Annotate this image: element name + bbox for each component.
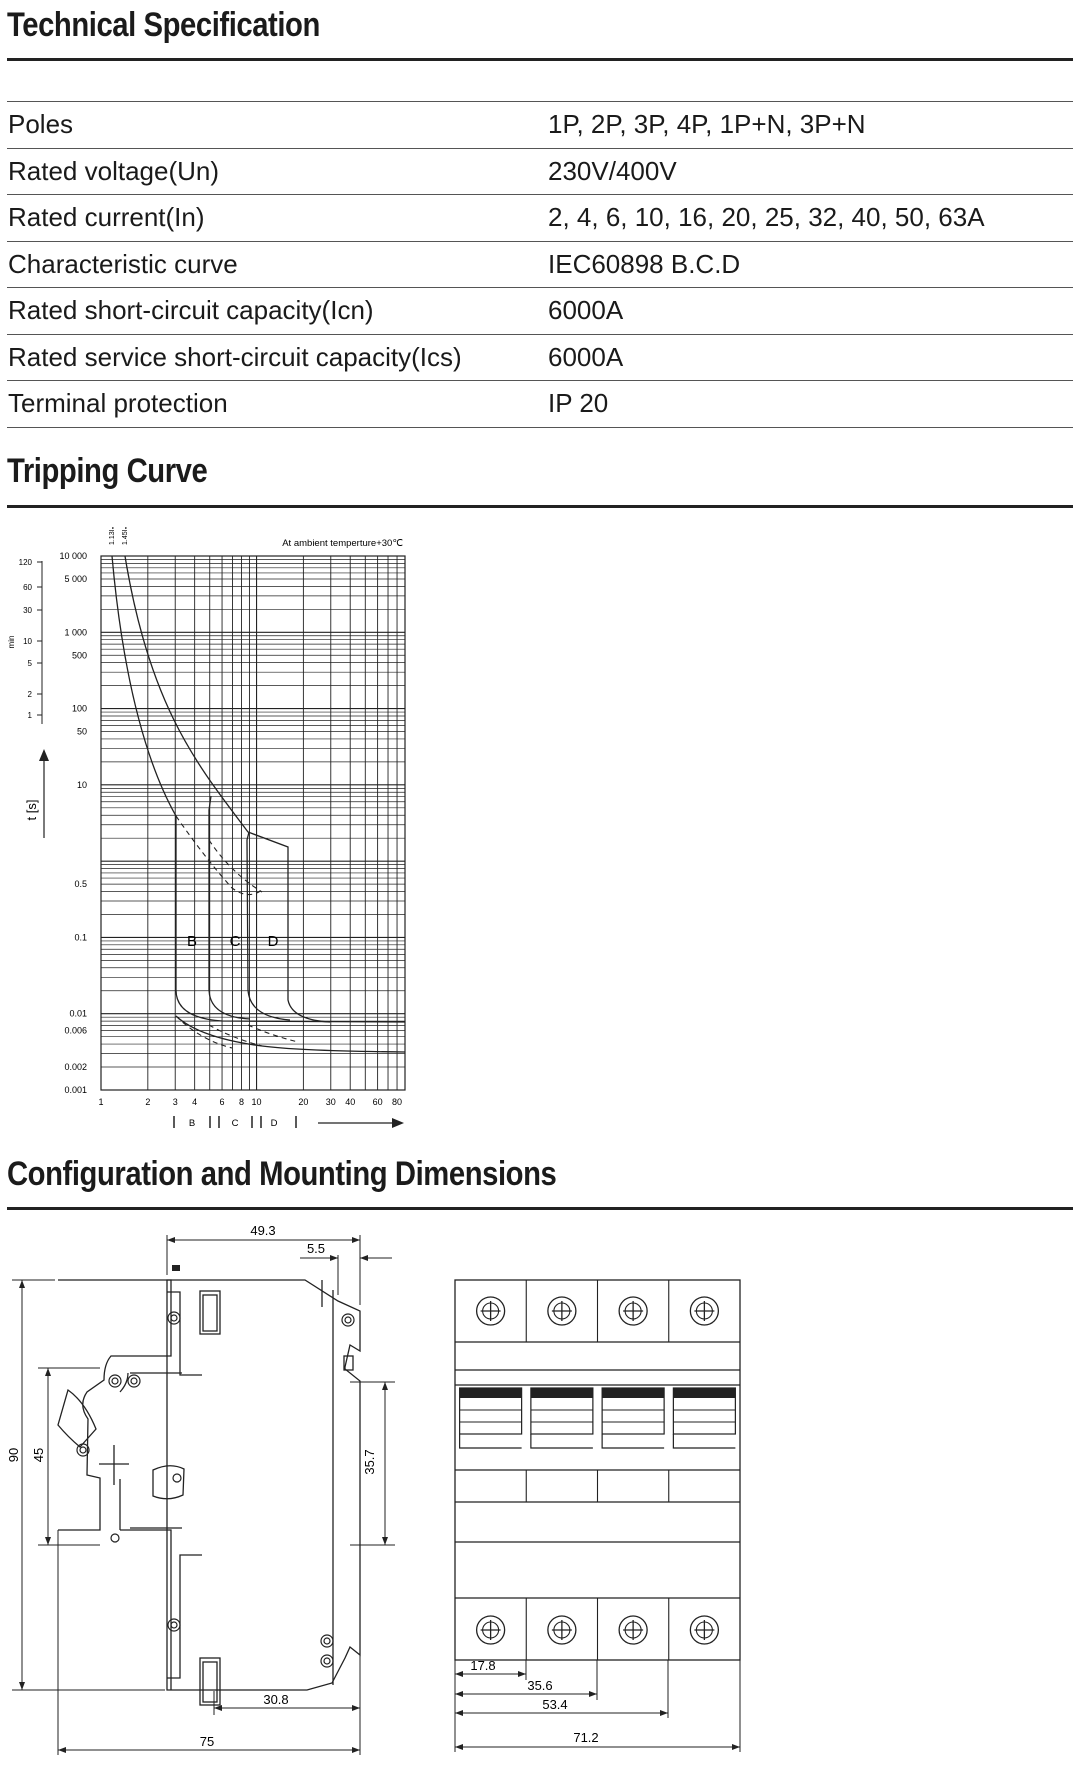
screw-cross	[623, 1620, 643, 1640]
curve-upper-main	[125, 556, 330, 1022]
pole-handle-top	[460, 1388, 522, 1398]
spec-label: Rated voltage(Un)	[7, 148, 548, 195]
spec-value: IP 20	[548, 381, 1073, 428]
spec-value: 2, 4, 6, 10, 16, 20, 25, 32, 40, 50, 63A	[548, 195, 1073, 242]
min-tick-label: 120	[18, 558, 32, 567]
screw-cross	[694, 1620, 714, 1640]
spec-row	[7, 195, 1073, 242]
pole-handle-base	[673, 1434, 735, 1448]
min-tick-label: 10	[23, 637, 32, 646]
curve-upper-c	[209, 796, 250, 1019]
dim-45: 45	[31, 1447, 46, 1463]
pole-handle-base	[531, 1434, 593, 1448]
sec-tick-label: 0.006	[64, 1025, 87, 1036]
side-top-tab	[172, 1265, 180, 1271]
x-tick-label: 40	[345, 1097, 356, 1107]
range-label-b: B	[188, 1118, 196, 1129]
screw-cross	[481, 1301, 501, 1321]
curve-upper-d	[247, 832, 290, 1020]
spec-label: Rated current(In)	[7, 195, 548, 242]
x-tick-label: 10	[251, 1097, 262, 1107]
spec-table	[7, 101, 1073, 428]
spec-label: Rated service short-circuit capacity(Ics)	[7, 334, 548, 381]
screw-cross	[623, 1301, 643, 1321]
side-din-clip	[58, 1280, 171, 1530]
side-knob	[153, 1466, 184, 1499]
marker-145: 1.45Iₙ	[122, 526, 129, 545]
curve-title-rule	[7, 505, 1073, 508]
pole-handle-base	[602, 1434, 664, 1448]
range-label-d: D	[270, 1118, 278, 1129]
dim-35-7: 35.7	[362, 1449, 377, 1475]
sec-ticks	[59, 551, 87, 1095]
curve-label-b: B	[186, 933, 198, 950]
side-body	[58, 1280, 360, 1705]
side-bottom-terminal-inner	[203, 1662, 217, 1702]
curve-label-c: C	[229, 933, 241, 950]
ambient-note: At ambient temperture+30℃	[282, 538, 403, 549]
side-holes	[77, 1312, 354, 1667]
dim-75: 75	[199, 1734, 215, 1749]
spec-row	[7, 148, 1073, 195]
spec-label: Poles	[7, 102, 548, 149]
front-view-drawing	[440, 1270, 760, 1760]
screw-cross	[552, 1301, 572, 1321]
min-tick-label: 1	[27, 711, 32, 720]
side-right-edge	[322, 1280, 333, 1685]
spec-value: 6000A	[548, 334, 1073, 381]
side-handle	[58, 1390, 96, 1447]
pole-handle-base	[460, 1434, 522, 1448]
x-tick-label: 2	[145, 1097, 151, 1107]
side-pivot-cross	[99, 1445, 129, 1485]
sec-tick-label: 10	[76, 779, 87, 790]
sec-tick-label: 5 000	[64, 573, 87, 584]
pole-handle-top	[531, 1388, 593, 1398]
x-tick-label: 8	[238, 1097, 244, 1107]
spec-value: 6000A	[548, 288, 1073, 335]
spec-row	[7, 334, 1073, 381]
side-top-terminal-inner	[203, 1295, 217, 1331]
x-tick-label: 3	[172, 1097, 178, 1107]
marker-113: 1.13Iₙ	[109, 526, 116, 545]
y-axis-arrowhead	[39, 749, 49, 761]
x-axis-arrowhead	[392, 1118, 404, 1128]
x-tick-label: 80	[392, 1097, 403, 1107]
side-inner-lines	[120, 1373, 182, 1528]
curve-label-d: D	[267, 933, 279, 950]
dim-71-2: 71.2	[573, 1730, 599, 1745]
pole-handle-top	[673, 1388, 735, 1398]
dim-90: 90	[6, 1447, 21, 1463]
x-tick-label: 6	[219, 1097, 225, 1107]
sec-tick-label: 50	[76, 726, 87, 737]
spec-row	[7, 381, 1073, 428]
min-tick-label: 2	[27, 690, 32, 699]
spec-value: IEC60898 B.C.D	[548, 241, 1073, 288]
side-bottom-clip	[120, 1530, 171, 1690]
spec-title: Technical Specification	[7, 6, 320, 44]
dash-lower-d	[248, 1025, 298, 1042]
screw-cross	[552, 1620, 572, 1640]
dims-title-rule	[7, 1207, 1073, 1210]
sec-tick-label: 1 000	[64, 627, 87, 638]
pole-handle-top	[602, 1388, 664, 1398]
sec-tick-label: 0.01	[69, 1008, 87, 1019]
dim-30-8: 30.8	[263, 1692, 289, 1707]
curve-grid	[101, 556, 405, 1090]
side-inner-top	[167, 1292, 202, 1375]
dim-49-3: 49.3	[250, 1223, 276, 1238]
spec-value: 1P, 2P, 3P, 4P, 1P+N, 3P+N	[548, 102, 1073, 149]
x-ticks	[98, 1097, 402, 1107]
min-tick-label: 60	[23, 583, 32, 592]
screw-cross	[694, 1301, 714, 1321]
spec-value: 230V/400V	[548, 148, 1073, 195]
dim-53-4: 53.4	[542, 1697, 568, 1712]
sec-tick-label: 100	[71, 703, 87, 714]
sec-tick-label: 500	[71, 650, 87, 661]
x-tick-label: 1	[98, 1097, 104, 1107]
curve-upper-b	[112, 556, 405, 1022]
spec-label: Characteristic curve	[7, 241, 548, 288]
min-axis-label: min	[7, 635, 16, 649]
spec-row	[7, 102, 1073, 149]
spec-row	[7, 288, 1073, 335]
x-tick-label: 60	[372, 1097, 383, 1107]
spec-title-rule	[7, 58, 1073, 61]
dims-title: Configuration and Mounting Dimensions	[7, 1155, 557, 1193]
sec-tick-label: 0.001	[64, 1085, 87, 1095]
min-tick-label: 5	[27, 659, 32, 668]
range-label-c: C	[231, 1118, 239, 1129]
x-tick-label: 20	[298, 1097, 309, 1107]
x-tick-label: 4	[192, 1097, 198, 1107]
min-tick-label: 30	[23, 606, 32, 615]
sec-tick-label: 0.5	[74, 879, 87, 890]
dim-5-5: 5.5	[306, 1241, 326, 1256]
side-view-drawing	[0, 1215, 420, 1765]
sec-tick-label: 0.1	[74, 932, 87, 943]
x-tick-label: 30	[325, 1097, 336, 1107]
sec-tick-label: 10 000	[59, 551, 87, 561]
min-ticks	[19, 558, 42, 720]
side-outline	[167, 1280, 360, 1690]
curve-title: Tripping Curve	[7, 452, 208, 490]
spec-label: Terminal protection	[7, 381, 548, 428]
y-axis-label: t [s]	[24, 799, 39, 821]
tripping-curve-chart	[0, 520, 420, 1130]
spec-label: Rated short-circuit capacity(Icn)	[7, 288, 548, 335]
dim-17-8: 17.8	[470, 1658, 496, 1673]
sec-tick-label: 0.002	[64, 1062, 87, 1073]
screw-cross	[481, 1620, 501, 1640]
dim-35-6: 35.6	[527, 1678, 553, 1693]
side-inner-bottom	[167, 1555, 202, 1678]
spec-row	[7, 241, 1073, 288]
